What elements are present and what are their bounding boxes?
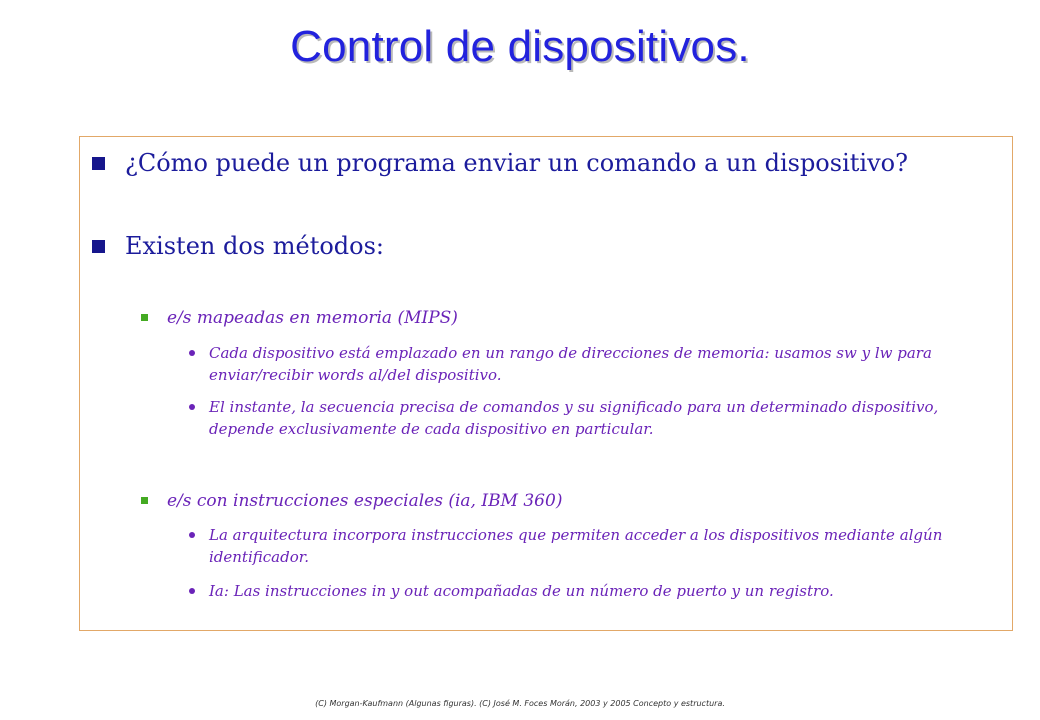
detail-item [209, 342, 994, 386]
dot-bullet-icon [189, 588, 195, 594]
detail-item [209, 580, 994, 602]
detail-text: Ia: Las instrucciones in y out acompañadas de un número de puerto y un registro. [209, 582, 834, 600]
detail-text: El instante, la secuencia precisa de comandos y su significado para un determinado dispositivo, depende exclusivamente de cada dispositivo en particular. [209, 398, 939, 438]
small-square-bullet-icon [141, 497, 148, 504]
method-item-memory-mapped [167, 307, 947, 329]
bullet-item-question [125, 147, 985, 179]
square-bullet-icon [92, 240, 105, 253]
square-bullet-icon [92, 157, 105, 170]
detail-text: Cada dispositivo está emplazado en un rango de direcciones de memoria: usamos sw y lw para enviar/recibir words al/del dispositivo. [209, 344, 932, 384]
method-item-special-instructions [167, 490, 947, 512]
detail-item [209, 396, 994, 440]
detail-text: La arquitectura incorpora instrucciones que permiten acceder a los dispositivos mediante algún identificador. [209, 526, 943, 566]
detail-item [209, 524, 994, 568]
dot-bullet-icon [189, 404, 195, 410]
dot-bullet-icon [189, 532, 195, 538]
slide-title: Control de dispositivos. [290, 22, 750, 71]
method-text: e/s con instrucciones especiales (ia, IBM 360) [167, 491, 563, 511]
small-square-bullet-icon [141, 314, 148, 321]
bullet-text: ¿Cómo puede un programa enviar un comando a un dispositivo? [125, 149, 908, 177]
dot-bullet-icon [189, 350, 195, 356]
bullet-item-methods [125, 230, 985, 262]
content-box [79, 136, 1013, 631]
bullet-text: Existen dos métodos: [125, 232, 385, 260]
method-text: e/s mapeadas en memoria (MIPS) [167, 308, 458, 328]
copyright-footer: (C) Morgan-Kaufmann (Algunas figuras). (C) José M. Foces Morán, 2003 y 2005 Concepto y estructura. [315, 699, 725, 708]
